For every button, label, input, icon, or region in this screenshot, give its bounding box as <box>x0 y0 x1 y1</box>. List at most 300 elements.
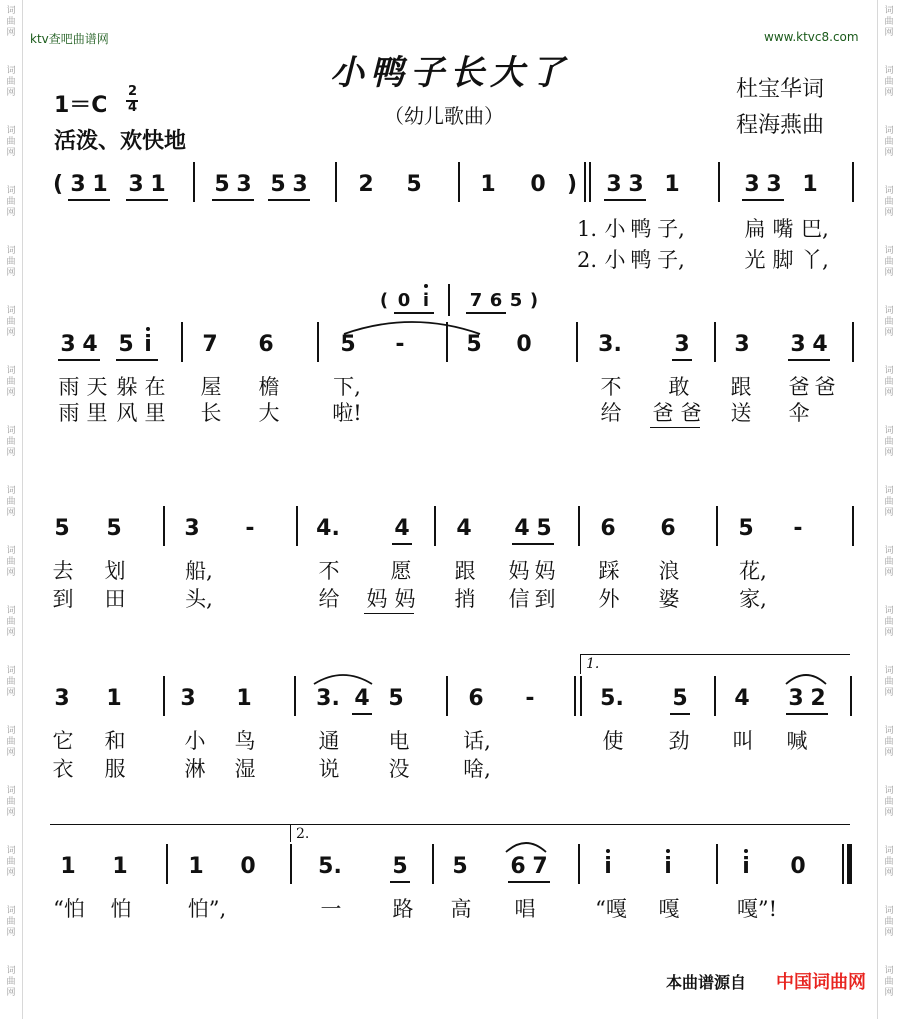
watermark-char: 曲 <box>884 437 894 447</box>
lyric: 躲 <box>116 375 138 399</box>
lyric: 服 <box>104 757 126 781</box>
watermark-char: 网 <box>6 568 16 578</box>
watermark-char: 曲 <box>6 677 16 687</box>
watermark-char: 网 <box>6 628 16 638</box>
watermark-char: 曲 <box>6 377 16 387</box>
watermark-char: 网 <box>884 448 894 458</box>
jianpu-note: 4 <box>734 686 750 711</box>
watermark-char: 曲 <box>6 797 16 807</box>
lyric: 2. <box>576 248 598 272</box>
watermark-char: 曲 <box>884 677 894 687</box>
bar-line <box>458 162 460 202</box>
bar-line <box>434 506 436 546</box>
lyric: 1. <box>576 217 598 241</box>
song-title: 小鸭子长大了 <box>330 53 570 93</box>
bar-line <box>718 162 720 202</box>
watermark-char: 词 <box>884 606 894 616</box>
lyric: 爸 <box>814 375 836 399</box>
watermark-char: 词 <box>6 666 16 676</box>
jianpu-note: 3 <box>744 172 760 197</box>
lyric: “嘎 <box>595 897 627 921</box>
watermark-char: 词 <box>884 366 894 376</box>
jianpu-note: 3 <box>766 172 782 197</box>
eighth-beam <box>68 199 110 201</box>
composer-credit: 程海燕曲 <box>736 113 825 138</box>
watermark-char: 曲 <box>6 137 16 147</box>
watermark-char: 曲 <box>6 317 16 327</box>
watermark-char: 网 <box>6 28 16 38</box>
eighth-beam <box>212 199 254 201</box>
watermark-char: 词 <box>884 486 894 496</box>
volta-bracket-horizontal <box>290 824 850 825</box>
octave-dot <box>424 284 428 288</box>
lyric: 爸 <box>680 401 702 425</box>
jianpu-note: 3 <box>292 172 308 197</box>
bar-line <box>716 844 718 884</box>
bar-line <box>589 162 591 202</box>
jianpu-note: 5 <box>452 854 468 879</box>
lyric: 鸭 <box>630 217 652 241</box>
source-label: 本曲谱源自 <box>666 973 747 992</box>
jianpu-note: 1 <box>188 854 204 879</box>
jianpu-note: 3 <box>628 172 644 197</box>
watermark-char: 网 <box>6 808 16 818</box>
slur-arc <box>312 670 374 686</box>
watermark-char: 曲 <box>884 557 894 567</box>
watermark-char: 词 <box>6 486 16 496</box>
jianpu-note: 7 <box>469 290 483 311</box>
lyric: 长 <box>200 401 222 425</box>
lyric: 屋 <box>200 375 222 399</box>
lyric: 跟 <box>730 375 752 399</box>
eighth-beam <box>788 359 830 361</box>
lyric: 外 <box>598 587 620 611</box>
site-url-right[interactable]: www.ktvc8.com <box>764 30 859 44</box>
jianpu-note: 5. <box>600 686 624 711</box>
jianpu-note: 3 <box>606 172 622 197</box>
jianpu-note: 1 <box>802 172 818 197</box>
watermark-char: 词 <box>6 966 16 976</box>
bar-line <box>446 676 448 716</box>
lyric: 爸 <box>652 401 674 425</box>
slur-arc <box>784 670 828 686</box>
lyric: 到 <box>534 587 556 611</box>
bar-line <box>294 676 296 716</box>
lyric: 檐 <box>258 375 280 399</box>
lyric: 说 <box>318 757 340 781</box>
jianpu-note: 4. <box>316 516 340 541</box>
watermark-char: 曲 <box>6 77 16 87</box>
lyric: 光 <box>744 248 766 272</box>
bar-line <box>578 844 580 884</box>
watermark-char: 网 <box>6 928 16 938</box>
watermark-char: 词 <box>6 246 16 256</box>
jianpu-note: 3 <box>184 516 200 541</box>
jianpu-note: 5 <box>466 332 482 357</box>
lyric: 敢 <box>668 375 690 399</box>
lyric: 小 <box>604 248 626 272</box>
watermark-char: 网 <box>884 748 894 758</box>
watermark-char: 词 <box>6 726 16 736</box>
watermark-char: 曲 <box>884 737 894 747</box>
eighth-beam <box>786 713 828 715</box>
watermark-char: 网 <box>6 508 16 518</box>
watermark-char: 曲 <box>6 557 16 567</box>
notation-symbol: ) <box>529 290 539 311</box>
jianpu-note: 5 <box>270 172 286 197</box>
jianpu-note: 4 <box>456 516 472 541</box>
watermark-char: 词 <box>6 366 16 376</box>
jianpu-note: 7 <box>202 332 218 357</box>
jianpu-note: 1 <box>664 172 680 197</box>
bar-line <box>716 506 718 546</box>
watermark-char: 曲 <box>6 257 16 267</box>
notation-symbol: - <box>395 332 405 357</box>
bar-line <box>335 162 337 202</box>
lyric: 送 <box>730 401 752 425</box>
watermark-char: 网 <box>884 88 894 98</box>
watermark-char: 曲 <box>6 437 16 447</box>
lyric: 脚 <box>772 248 794 272</box>
jianpu-note: 6 <box>468 686 484 711</box>
octave-dot <box>666 849 670 853</box>
notation-symbol: ( <box>379 290 389 311</box>
tempo-marking: 活泼、欢快地 <box>54 129 187 154</box>
watermark-char: 词 <box>6 6 16 16</box>
lyric: 田 <box>104 587 126 611</box>
lyric: 捎 <box>454 587 476 611</box>
lyric: 高 <box>450 897 472 921</box>
watermark-char: 网 <box>884 208 894 218</box>
volta-bracket-vertical <box>580 654 581 674</box>
lyric: 妈 <box>394 587 416 611</box>
bar-line <box>317 322 319 362</box>
jianpu-note: 5. <box>318 854 342 879</box>
watermark-char: 曲 <box>884 497 894 507</box>
watermark-char: 词 <box>884 6 894 16</box>
lyric: 划 <box>104 559 126 583</box>
jianpu-note: 3 <box>674 332 690 357</box>
first-ending-line <box>50 824 290 825</box>
watermark-char: 曲 <box>884 977 894 987</box>
lyric-underline <box>364 613 414 614</box>
lyric: 通 <box>318 729 340 753</box>
final-bar-line-thin <box>842 844 844 884</box>
watermark-char: 网 <box>884 328 894 338</box>
lyric: 劲 <box>668 729 690 753</box>
lyric: 路 <box>392 897 414 921</box>
lyric: 湿 <box>234 757 256 781</box>
jianpu-note: 4 <box>812 332 828 357</box>
watermark-char: 词 <box>884 546 894 556</box>
jianpu-note: 4 <box>82 332 98 357</box>
jianpu-note: 6 <box>510 854 526 879</box>
lyric: 子, <box>657 217 685 241</box>
lyric: 衣 <box>52 757 74 781</box>
jianpu-note: 3 <box>128 172 144 197</box>
watermark-char: 网 <box>6 388 16 398</box>
jianpu-note: 0 <box>516 332 532 357</box>
jianpu-note: 3 <box>236 172 252 197</box>
jianpu-note: 5 <box>106 516 122 541</box>
watermark-char: 网 <box>6 868 16 878</box>
jianpu-note: 2 <box>358 172 374 197</box>
eighth-beam <box>512 543 554 545</box>
bar-line <box>850 676 852 716</box>
jianpu-note: 5 <box>509 290 523 311</box>
watermark-char: 词 <box>6 66 16 76</box>
lyric: 风 <box>116 401 138 425</box>
lyric: 踩 <box>598 559 620 583</box>
lyric: 船, <box>185 559 213 583</box>
eighth-beam <box>126 199 168 201</box>
volta-label: 2. <box>296 826 310 842</box>
eighth-beam <box>672 359 692 361</box>
watermark-char: 曲 <box>884 917 894 927</box>
watermark-char: 词 <box>6 426 16 436</box>
jianpu-note: 1 <box>106 686 122 711</box>
watermark-char: 网 <box>884 568 894 578</box>
key-signature: 1＝C <box>54 93 108 118</box>
watermark-char: 网 <box>6 88 16 98</box>
lyric: 没 <box>388 757 410 781</box>
watermark-char: 词 <box>6 126 16 136</box>
jianpu-note: 5 <box>214 172 230 197</box>
lyric: 啥, <box>463 757 491 781</box>
lyric: 到 <box>52 587 74 611</box>
watermark-char: 曲 <box>6 857 16 867</box>
eighth-beam <box>268 199 310 201</box>
lyric: 怕 <box>110 897 132 921</box>
notation-symbol: ( <box>52 172 64 197</box>
octave-dot <box>744 849 748 853</box>
eighth-beam <box>390 881 410 883</box>
volta-label: 1. <box>586 656 600 672</box>
watermark-char: 网 <box>6 688 16 698</box>
jianpu-note: 3 <box>790 332 806 357</box>
bar-line <box>432 844 434 884</box>
jianpu-note: 5 <box>536 516 552 541</box>
eighth-beam <box>670 713 690 715</box>
watermark-char: 曲 <box>884 857 894 867</box>
watermark-char: 网 <box>884 988 894 998</box>
lyric: 鸟 <box>234 729 256 753</box>
watermark-char: 词 <box>884 666 894 676</box>
lyric: 不 <box>318 559 340 583</box>
watermark-char: 网 <box>6 208 16 218</box>
watermark-char: 词 <box>884 846 894 856</box>
lyric: 电 <box>388 729 410 753</box>
bar-line <box>576 322 578 362</box>
watermark-char: 词 <box>6 546 16 556</box>
jianpu-note: 6 <box>489 290 503 311</box>
jianpu-note: 7 <box>532 854 548 879</box>
jianpu-note: i <box>422 290 430 311</box>
bar-line <box>448 284 450 316</box>
lyric: 给 <box>600 401 622 425</box>
bar-line <box>574 676 576 716</box>
watermark-char: 词 <box>884 306 894 316</box>
jianpu-note: 3 <box>180 686 196 711</box>
lyric: 里 <box>86 401 108 425</box>
jianpu-note: 5 <box>672 686 688 711</box>
watermark-char: 词 <box>884 906 894 916</box>
eighth-beam <box>116 359 158 361</box>
watermark-char: 网 <box>884 808 894 818</box>
jianpu-note: 1 <box>236 686 252 711</box>
lyric: 妈 <box>534 559 556 583</box>
jianpu-note: 0 <box>530 172 546 197</box>
jianpu-note: 3 <box>54 686 70 711</box>
volta-bracket-vertical <box>290 824 291 842</box>
lyric: 大 <box>258 401 280 425</box>
watermark-char: 词 <box>6 306 16 316</box>
bar-line <box>446 322 448 362</box>
jianpu-note: 6 <box>258 332 274 357</box>
eighth-beam <box>352 713 372 715</box>
lyric: 去 <box>52 559 74 583</box>
jianpu-note: 6 <box>600 516 616 541</box>
lyric: 下, <box>333 375 361 399</box>
jianpu-note: 1 <box>480 172 496 197</box>
notation-symbol: - <box>525 686 535 711</box>
watermark-char: 网 <box>884 688 894 698</box>
bar-line <box>714 676 716 716</box>
jianpu-note: 3 <box>788 686 804 711</box>
lyric: 丫, <box>801 248 829 272</box>
bar-line <box>852 322 854 362</box>
watermark-char: 网 <box>884 28 894 38</box>
notation-symbol: ) <box>566 172 578 197</box>
watermark-char: 词 <box>884 426 894 436</box>
watermark-char: 曲 <box>6 737 16 747</box>
lyric: 小 <box>184 729 206 753</box>
lyric: 里 <box>144 401 166 425</box>
watermark-char: 词 <box>6 846 16 856</box>
jianpu-note: 3 <box>60 332 76 357</box>
lyric: 家, <box>739 587 767 611</box>
watermark-char: 网 <box>884 508 894 518</box>
watermark-char: 曲 <box>884 77 894 87</box>
jianpu-note: 5 <box>54 516 70 541</box>
eighth-beam <box>604 199 646 201</box>
watermark-char: 词 <box>884 186 894 196</box>
lyric: 唱 <box>514 897 536 921</box>
jianpu-note: 1 <box>150 172 166 197</box>
lyric: 怕”, <box>187 897 227 921</box>
watermark-char: 网 <box>884 388 894 398</box>
lyric: 巴, <box>801 217 829 241</box>
watermark-char: 网 <box>884 268 894 278</box>
octave-dot <box>606 849 610 853</box>
lyric: 和 <box>104 729 126 753</box>
lyric: 在 <box>144 375 166 399</box>
bar-line <box>290 844 292 884</box>
jianpu-note: 1 <box>60 854 76 879</box>
lyric: 扁 <box>744 217 766 241</box>
watermark-char: 词 <box>6 786 16 796</box>
watermark-char: 词 <box>6 606 16 616</box>
octave-dot <box>146 327 150 331</box>
watermark-char: 曲 <box>884 377 894 387</box>
jianpu-note: i <box>144 332 152 357</box>
lyric: 鸭 <box>630 248 652 272</box>
lyric-underline <box>650 427 700 428</box>
jianpu-note: 0 <box>790 854 806 879</box>
watermark-char: 词 <box>6 906 16 916</box>
jianpu-note: i <box>664 854 672 879</box>
lyric: 使 <box>602 729 624 753</box>
jianpu-note: 0 <box>240 854 256 879</box>
lyric: 不 <box>600 375 622 399</box>
lyric: 嘎 <box>658 897 680 921</box>
right-watermark-column <box>877 0 899 1019</box>
bar-line <box>181 322 183 362</box>
final-bar-line-thick <box>847 844 852 884</box>
jianpu-note: 4 <box>514 516 530 541</box>
jianpu-note: 3. <box>598 332 622 357</box>
watermark-char: 网 <box>6 448 16 458</box>
lyric: 雨 <box>58 401 80 425</box>
source-site-name[interactable]: 中国词曲网 <box>776 972 866 993</box>
song-subtitle: （幼儿歌曲） <box>384 104 504 128</box>
jianpu-note: 5 <box>738 516 754 541</box>
watermark-char: 曲 <box>6 497 16 507</box>
jianpu-note: 3 <box>734 332 750 357</box>
watermark-char: 词 <box>884 966 894 976</box>
lyric: 嘴 <box>772 217 794 241</box>
watermark-char: 词 <box>884 66 894 76</box>
lyric: 伞 <box>788 401 810 425</box>
watermark-char: 曲 <box>884 617 894 627</box>
lyric: “怕 <box>53 897 85 921</box>
bar-line <box>852 506 854 546</box>
watermark-char: 曲 <box>884 797 894 807</box>
lyric: 叫 <box>732 729 754 753</box>
lyric: 小 <box>604 217 626 241</box>
site-url-left[interactable]: ktv查吧曲谱网 <box>30 32 109 46</box>
watermark-char: 网 <box>6 988 16 998</box>
jianpu-note: 3 <box>70 172 86 197</box>
left-watermark-column <box>0 0 23 1019</box>
lyric: 啦! <box>332 401 362 425</box>
watermark-char: 词 <box>884 126 894 136</box>
volta-bracket-horizontal <box>580 654 850 655</box>
bar-line <box>193 162 195 202</box>
lyric: 它 <box>52 729 74 753</box>
bar-line <box>163 506 165 546</box>
bar-line <box>714 322 716 362</box>
time-signature-bottom: 4 <box>128 100 138 115</box>
jianpu-note: 5 <box>406 172 422 197</box>
lyric: 婆 <box>658 587 680 611</box>
watermark-char: 网 <box>6 148 16 158</box>
lyric: 信 <box>508 587 530 611</box>
eighth-beam <box>742 199 784 201</box>
watermark-char: 词 <box>884 786 894 796</box>
lyric: 妈 <box>366 587 388 611</box>
lyric: 话, <box>463 729 491 753</box>
lyric: 嘎”! <box>736 897 778 921</box>
eighth-beam <box>392 543 412 545</box>
lyric: 爸 <box>788 375 810 399</box>
jianpu-note: 6 <box>660 516 676 541</box>
watermark-char: 曲 <box>884 197 894 207</box>
jianpu-note: 2 <box>810 686 826 711</box>
watermark-char: 曲 <box>884 137 894 147</box>
lyric: 花, <box>739 559 767 583</box>
watermark-char: 网 <box>884 928 894 938</box>
